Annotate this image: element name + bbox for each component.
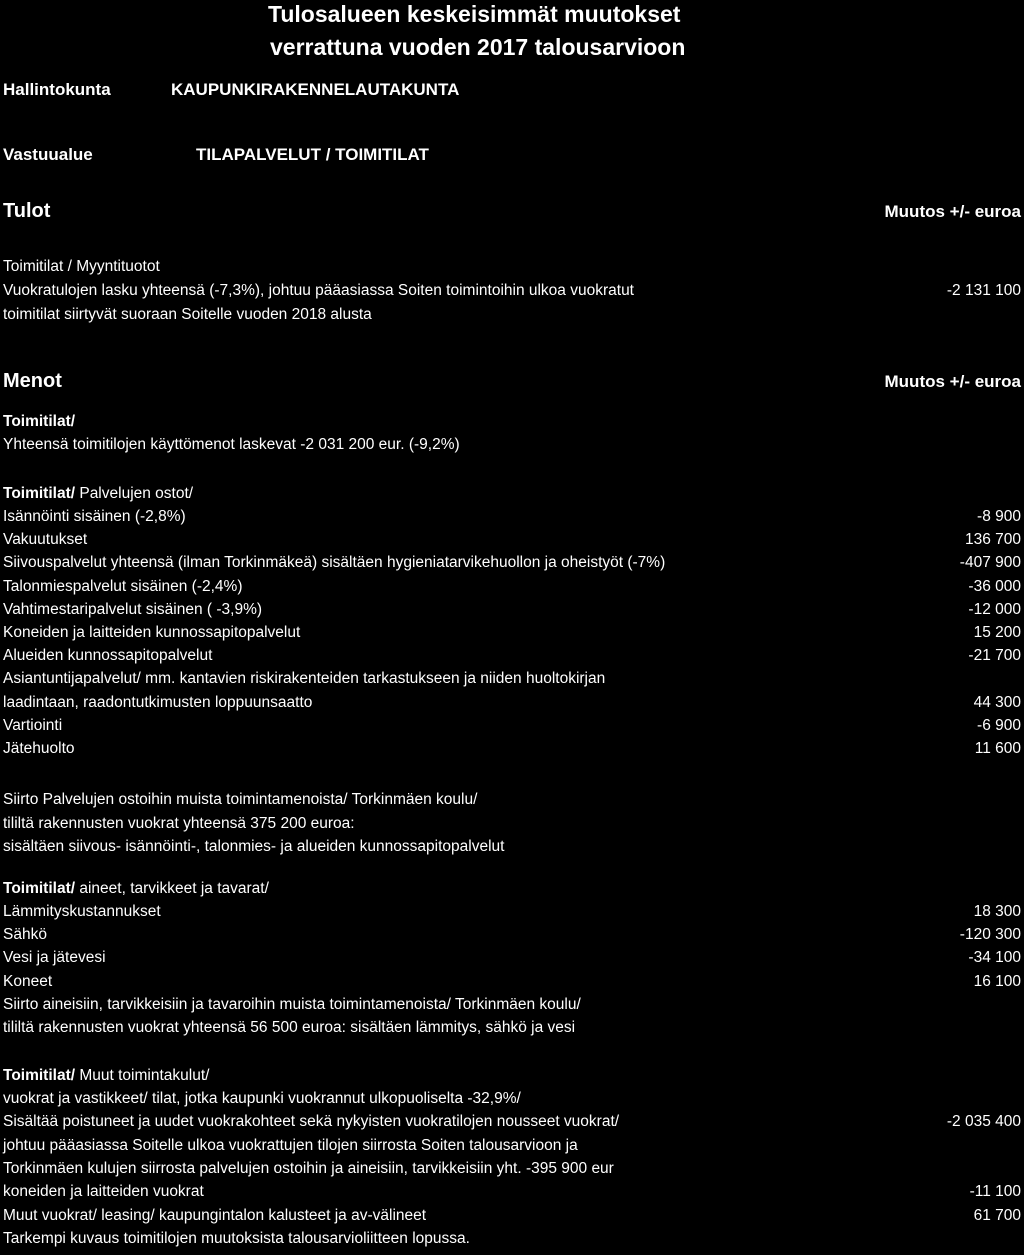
aineet-heading-bold: Toimitilat/ (3, 880, 76, 897)
table-row-label: johtuu pääasiassa Soitelle ulkoa vuokrattujen tilojen siirrosta Soiten talousarvioon ja (3, 1136, 578, 1154)
table-row-label: Alueiden kunnossapitopalvelut (3, 647, 213, 665)
hallintokunta-value: KAUPUNKIRAKENNELAUTAKUNTA (171, 80, 460, 99)
table-row-label: Vakuutukset (3, 531, 88, 549)
aineet-heading (3, 880, 269, 898)
table-row-amount: 15 200 (973, 624, 1021, 641)
tulot-amount: -2 131 100 (946, 282, 1021, 299)
table-row-label: laadintaan, raadontutkimusten loppuunsaatto (3, 693, 313, 711)
table-row-label: Koneiden ja laitteiden kunnossapitopalvelut (3, 624, 301, 641)
tulot-line: toimitilat siirtyvät suoraan Soitelle vuoden 2018 alusta (3, 306, 372, 323)
tulot-line: Toimitilat / Myyntituotot (3, 258, 160, 275)
table-row-amount: -6 900 (977, 716, 1021, 734)
table-row-amount: -2 035 400 (946, 1113, 1021, 1131)
vastuualue-value: TILAPALVELUT / TOIMITILAT (196, 145, 429, 164)
table-row-label: Vahtimestaripalvelut sisäinen ( -3,9%) (3, 600, 263, 618)
menot-heading: Menot (3, 370, 62, 392)
table-row-label: Vesi ja jätevesi (3, 949, 106, 967)
table-row-amount: -120 300 (959, 926, 1021, 944)
table-row-amount: 61 700 (973, 1206, 1021, 1224)
tulot-column-heading: Muutos +/- euroa (884, 202, 1021, 221)
muut-heading-rest: Muut toimintakulut/ (75, 1067, 210, 1084)
table-row-amount: 18 300 (973, 903, 1021, 920)
aineet-siirto-line: tililtä rakennusten vuokrat yhteensä 56 500 euroa: sisältäen lämmitys, sähkö ja vesi (3, 1019, 576, 1036)
table-row-amount: -34 100 (968, 949, 1021, 967)
table-row-label: Asiantuntijapalvelut/ mm. kantavien riskirakenteiden tarkastukseen ja niiden huoltokirjan (3, 670, 606, 688)
table-row-label: Siivouspalvelut yhteensä (ilman Torkinmäkeä) sisältäen hygieniatarvikehuollon ja oheistyöt (-7%) (3, 554, 666, 572)
table-row-label: Talonmiespalvelut sisäinen (-2,4%) (3, 577, 243, 595)
table-row-amount: -36 000 (968, 577, 1021, 595)
table-row-label: Vartiointi (3, 716, 63, 734)
palvelut-siirto-line: sisältäen siivous- isännöinti-, talonmies- ja alueiden kunnossapitopalvelut (3, 838, 505, 855)
table-row-label: Torkinmäen kulujen siirrosta palvelujen ostoihin ja aineisiin, tarvikkeisiin yht. -395 900 eur (3, 1159, 614, 1177)
tulot-line: Vuokratulojen lasku yhteensä (-7,3%), johtuu pääasiassa Soiten toimintoihin ulkoa vuokratut (3, 282, 634, 299)
palvelut-heading-rest: Palvelujen ostot/ (75, 485, 194, 502)
table-row-label: Tarkempi kuvaus toimitilojen muutoksista talousarvioliitteen lopussa. (3, 1229, 470, 1247)
table-row-label: vuokrat ja vastikkeet/ tilat, jotka kaupunki vuokrannut ulkopuoliselta -32,9%/ (3, 1090, 521, 1107)
table-row-amount: -407 900 (959, 554, 1021, 572)
page-title-line-2: verrattuna vuoden 2017 talousarvioon (270, 34, 686, 60)
table-row-amount: 11 600 (974, 740, 1021, 757)
table-row-label: Isännöinti sisäinen (-2,8%) (3, 508, 186, 525)
palvelut-siirto-line: tililtä rakennusten vuokrat yhteensä 375 200 euroa: (3, 815, 355, 832)
table-row-label: Lämmityskustannukset (3, 903, 161, 920)
page-title-line-1: Tulosalueen keskeisimmät muutokset (268, 1, 681, 27)
palvelut-siirto-line: Siirto Palvelujen ostoihin muista toimintamenoista/ Torkinmäen koulu/ (3, 791, 478, 808)
vastuualue-label: Vastuualue (3, 145, 93, 164)
table-row-amount: 136 700 (964, 531, 1021, 549)
table-row-label: Jätehuolto (3, 740, 75, 757)
table-row-label: Sähkö (3, 926, 47, 944)
toimitilat-total-heading: Toimitilat/ (3, 413, 76, 430)
tulot-heading: Tulot (3, 200, 51, 222)
table-row-amount: -12 000 (968, 600, 1021, 618)
table-row-amount: 16 100 (973, 972, 1021, 990)
menot-column-heading: Muutos +/- euroa (884, 372, 1021, 391)
hallintokunta-label: Hallintokunta (3, 80, 111, 99)
aineet-siirto-line: Siirto aineisiin, tarvikkeisiin ja tavaroihin muista toimintamenoista/ Torkinmäen koulu/ (3, 996, 581, 1013)
muut-heading (3, 1067, 209, 1085)
table-row-amount: -8 900 (977, 508, 1021, 525)
palvelut-heading-bold: Toimitilat/ (3, 485, 76, 502)
table-row-amount: -11 100 (969, 1183, 1021, 1201)
toimitilat-total-line: Yhteensä toimitilojen käyttömenot laskevat -2 031 200 eur. (-9,2%) (3, 436, 460, 453)
table-row-label: Koneet (3, 972, 53, 990)
table-row-amount: 44 300 (973, 693, 1021, 711)
table-row-label: Muut vuokrat/ leasing/ kaupungintalon kalusteet ja av-välineet (3, 1206, 427, 1224)
table-row-label: Sisältää poistuneet ja uudet vuokrakohteet sekä nykyisten vuokratilojen nousseet vuokrat/ (3, 1113, 620, 1131)
muut-heading-bold: Toimitilat/ (3, 1067, 76, 1084)
table-row-amount: -21 700 (968, 647, 1021, 665)
palvelut-heading (3, 485, 193, 503)
table-row-label: koneiden ja laitteiden vuokrat (3, 1183, 204, 1201)
aineet-heading-rest: aineet, tarvikkeet ja tavarat/ (75, 880, 269, 897)
